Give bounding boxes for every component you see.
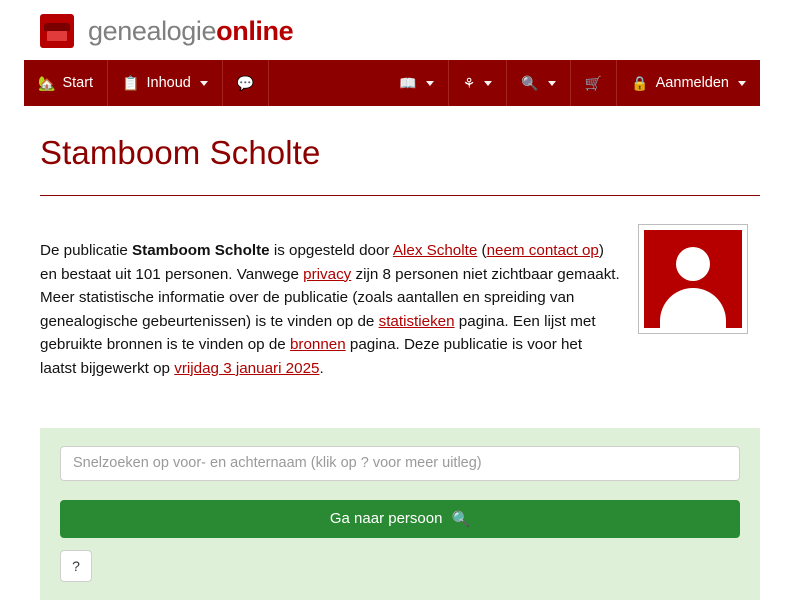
nav-item-start[interactable] [24,60,108,106]
chevron-down-icon [548,81,556,86]
list-icon: 📋 [122,75,140,91]
nav-item-inhoud[interactable] [108,60,223,106]
nav-item-publications[interactable] [385,60,448,106]
statistics-link[interactable]: statistieken [378,312,455,330]
author-link[interactable]: Alex Scholte [392,242,478,260]
contact-link[interactable]: neem contact op [486,242,599,260]
nav-item-tree[interactable] [449,60,508,106]
nav-item-aanmelden-label: Aanmelden [655,75,729,91]
chevron-down-icon [426,81,434,86]
intro-text-8: . [319,360,324,377]
brand-header [0,0,800,58]
nav-item-start-label: Start [62,75,94,91]
search-icon: 🔍 [451,510,471,528]
quick-search-panel [40,428,760,600]
nav-spacer [269,60,385,106]
brand-name-light: genealogie [88,15,217,46]
nav-item-search[interactable] [507,60,570,106]
go-to-person-button[interactable] [60,500,740,538]
sources-link[interactable]: bronnen [289,336,346,354]
nav-item-cart[interactable] [571,60,617,106]
intro-text-7: pagina. Deze publicatie is voor het laatst bijgewerkt op [40,336,583,377]
cart-icon: 🛒 [584,75,603,91]
brand-name-bold: online [216,15,294,46]
intro-text-2: is opgesteld door [269,242,393,260]
content-area [0,134,800,396]
chevron-down-icon [484,81,492,86]
tree-icon: ⚘ [462,75,476,91]
page-title: Stamboom Scholte [40,134,321,171]
privacy-link[interactable]: privacy [303,265,352,283]
nav-item-aanmelden[interactable] [617,60,760,106]
avatar [638,224,748,334]
go-to-person-label: Ga naar persoon [329,510,443,528]
brand-title[interactable] [88,16,293,47]
help-button[interactable]: ? [60,550,92,582]
main-navigation [24,60,760,106]
lock-icon: 🔒 [631,75,649,91]
intro-text-5: zijn 8 personen niet zichtbaar gemaakt. Meer statistische informatie over de publicatie (zoals aantallen en spreiding van genealogische gebeurtenissen) is te vinden op de [40,265,620,330]
publication-intro [40,224,760,396]
nav-item-inhoud-label: Inhoud [146,75,191,91]
publication-name: Stamboom Scholte [132,242,270,260]
chevron-down-icon [738,81,746,86]
house-logo-icon[interactable] [40,14,74,48]
intro-text-6: pagina. Een lijst met gebruikte bronnen is te vinden op de [40,312,596,354]
title-divider [40,195,760,196]
home-icon: 🏡 [38,75,56,91]
last-updated-link[interactable]: vrijdag 3 januari 2025 [174,360,320,377]
comments-icon: 💬 [236,75,255,91]
intro-text-4: ) en bestaat uit 101 personen. Vanwege [40,242,604,283]
search-icon: 🔍 [521,75,539,91]
nav-item-comments[interactable] [223,60,269,106]
chevron-down-icon [200,81,208,86]
intro-text-1: De publicatie [40,242,133,260]
book-user-icon: 📖 [399,75,417,91]
user-avatar-icon [644,230,742,328]
intro-text-3: ( [477,242,487,260]
intro-paragraph [40,239,620,380]
search-input[interactable] [60,446,740,481]
